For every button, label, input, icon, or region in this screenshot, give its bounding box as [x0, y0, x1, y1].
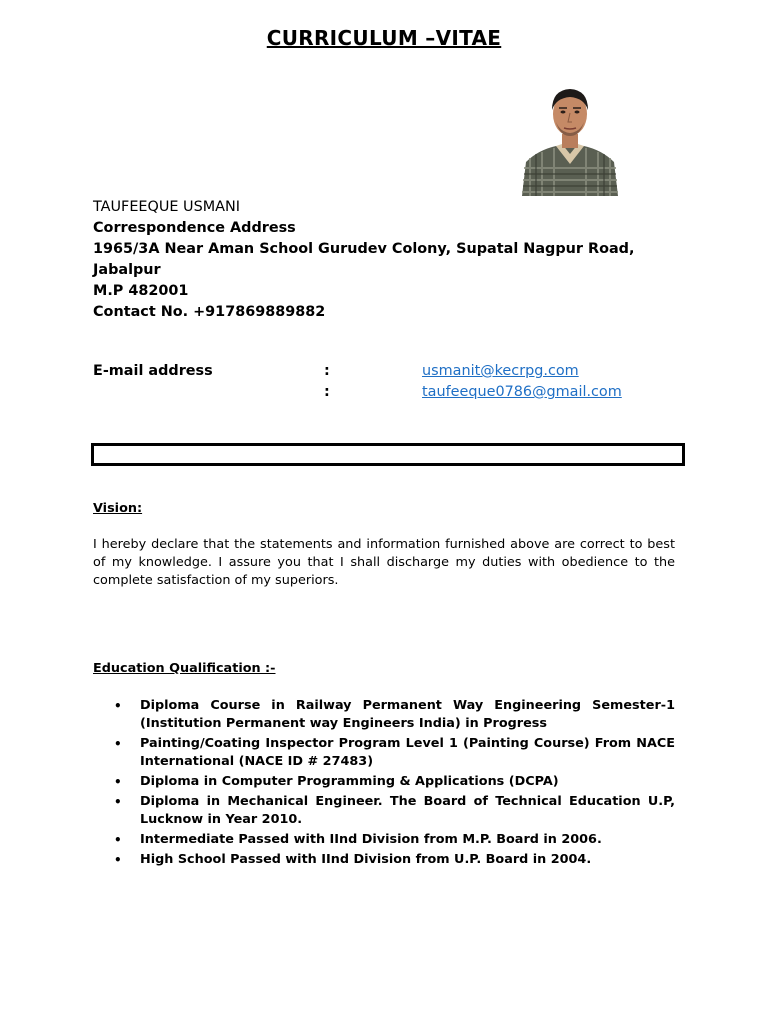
- email-separator: :: [324, 363, 330, 379]
- list-item: [93, 735, 675, 771]
- education-item-text: Diploma Course in Railway Permanent Way Engineering Semester-1 (Institution Permanent way Engineers India) in Progress: [140, 698, 675, 731]
- education-heading: Education Qualification :-: [93, 661, 276, 676]
- bullet-icon: •: [114, 795, 122, 809]
- email-link-secondary[interactable]: taufeeque0786@gmail.com: [422, 384, 622, 400]
- candidate-name: TAUFEEQUE USMANI: [93, 199, 240, 215]
- bullet-icon: •: [114, 775, 122, 789]
- list-item: [93, 851, 675, 869]
- email-row-2: [93, 384, 693, 405]
- address-line-1: 1965/3A Near Aman School Gurudev Colony, Supatal Nagpur Road, Jabalpur: [93, 241, 635, 278]
- education-list: [93, 697, 675, 871]
- profile-photo: [520, 80, 620, 196]
- vision-heading: Vision:: [93, 501, 143, 516]
- bullet-icon: •: [114, 699, 122, 713]
- bullet-icon: •: [114, 853, 122, 867]
- education-item-text: Diploma in Mechanical Engineer. The Board of Technical Education U.P, Lucknow in Year 2010.: [140, 794, 675, 827]
- email-separator: :: [324, 384, 330, 400]
- education-item-text: Painting/Coating Inspector Program Level 1 (Painting Course) From NACE International (NACE ID # 27483): [140, 736, 675, 769]
- cv-title: CURRICULUM –VITAE: [266, 26, 502, 50]
- vision-text: I hereby declare that the statements and information furnished above are correct to best of my knowledge. I assure you that I shall discharge my duties with obedience to the complete satisfaction of my superiors.: [93, 537, 675, 588]
- email-link-primary[interactable]: usmanit@kecrpg.com: [422, 363, 579, 379]
- bullet-icon: •: [114, 833, 122, 847]
- education-item-text: Intermediate Passed with IInd Division from M.P. Board in 2006.: [140, 832, 602, 847]
- list-item: [93, 831, 675, 849]
- contact-number: Contact No. +917869889882: [93, 304, 326, 320]
- education-item-text: Diploma in Computer Programming & Applications (DCPA): [140, 774, 559, 789]
- email-row-1: [93, 363, 693, 384]
- address-line-2: M.P 482001: [93, 283, 189, 299]
- section-divider-box: [91, 443, 685, 466]
- bullet-icon: •: [114, 737, 122, 751]
- list-item: [93, 793, 675, 829]
- contact-block: [93, 197, 693, 323]
- address-label: Correspondence Address: [93, 220, 296, 236]
- education-item-text: High School Passed with IInd Division from U.P. Board in 2004.: [140, 852, 592, 867]
- email-label: E-mail address: [93, 363, 213, 379]
- list-item: [93, 773, 675, 791]
- list-item: [93, 697, 675, 733]
